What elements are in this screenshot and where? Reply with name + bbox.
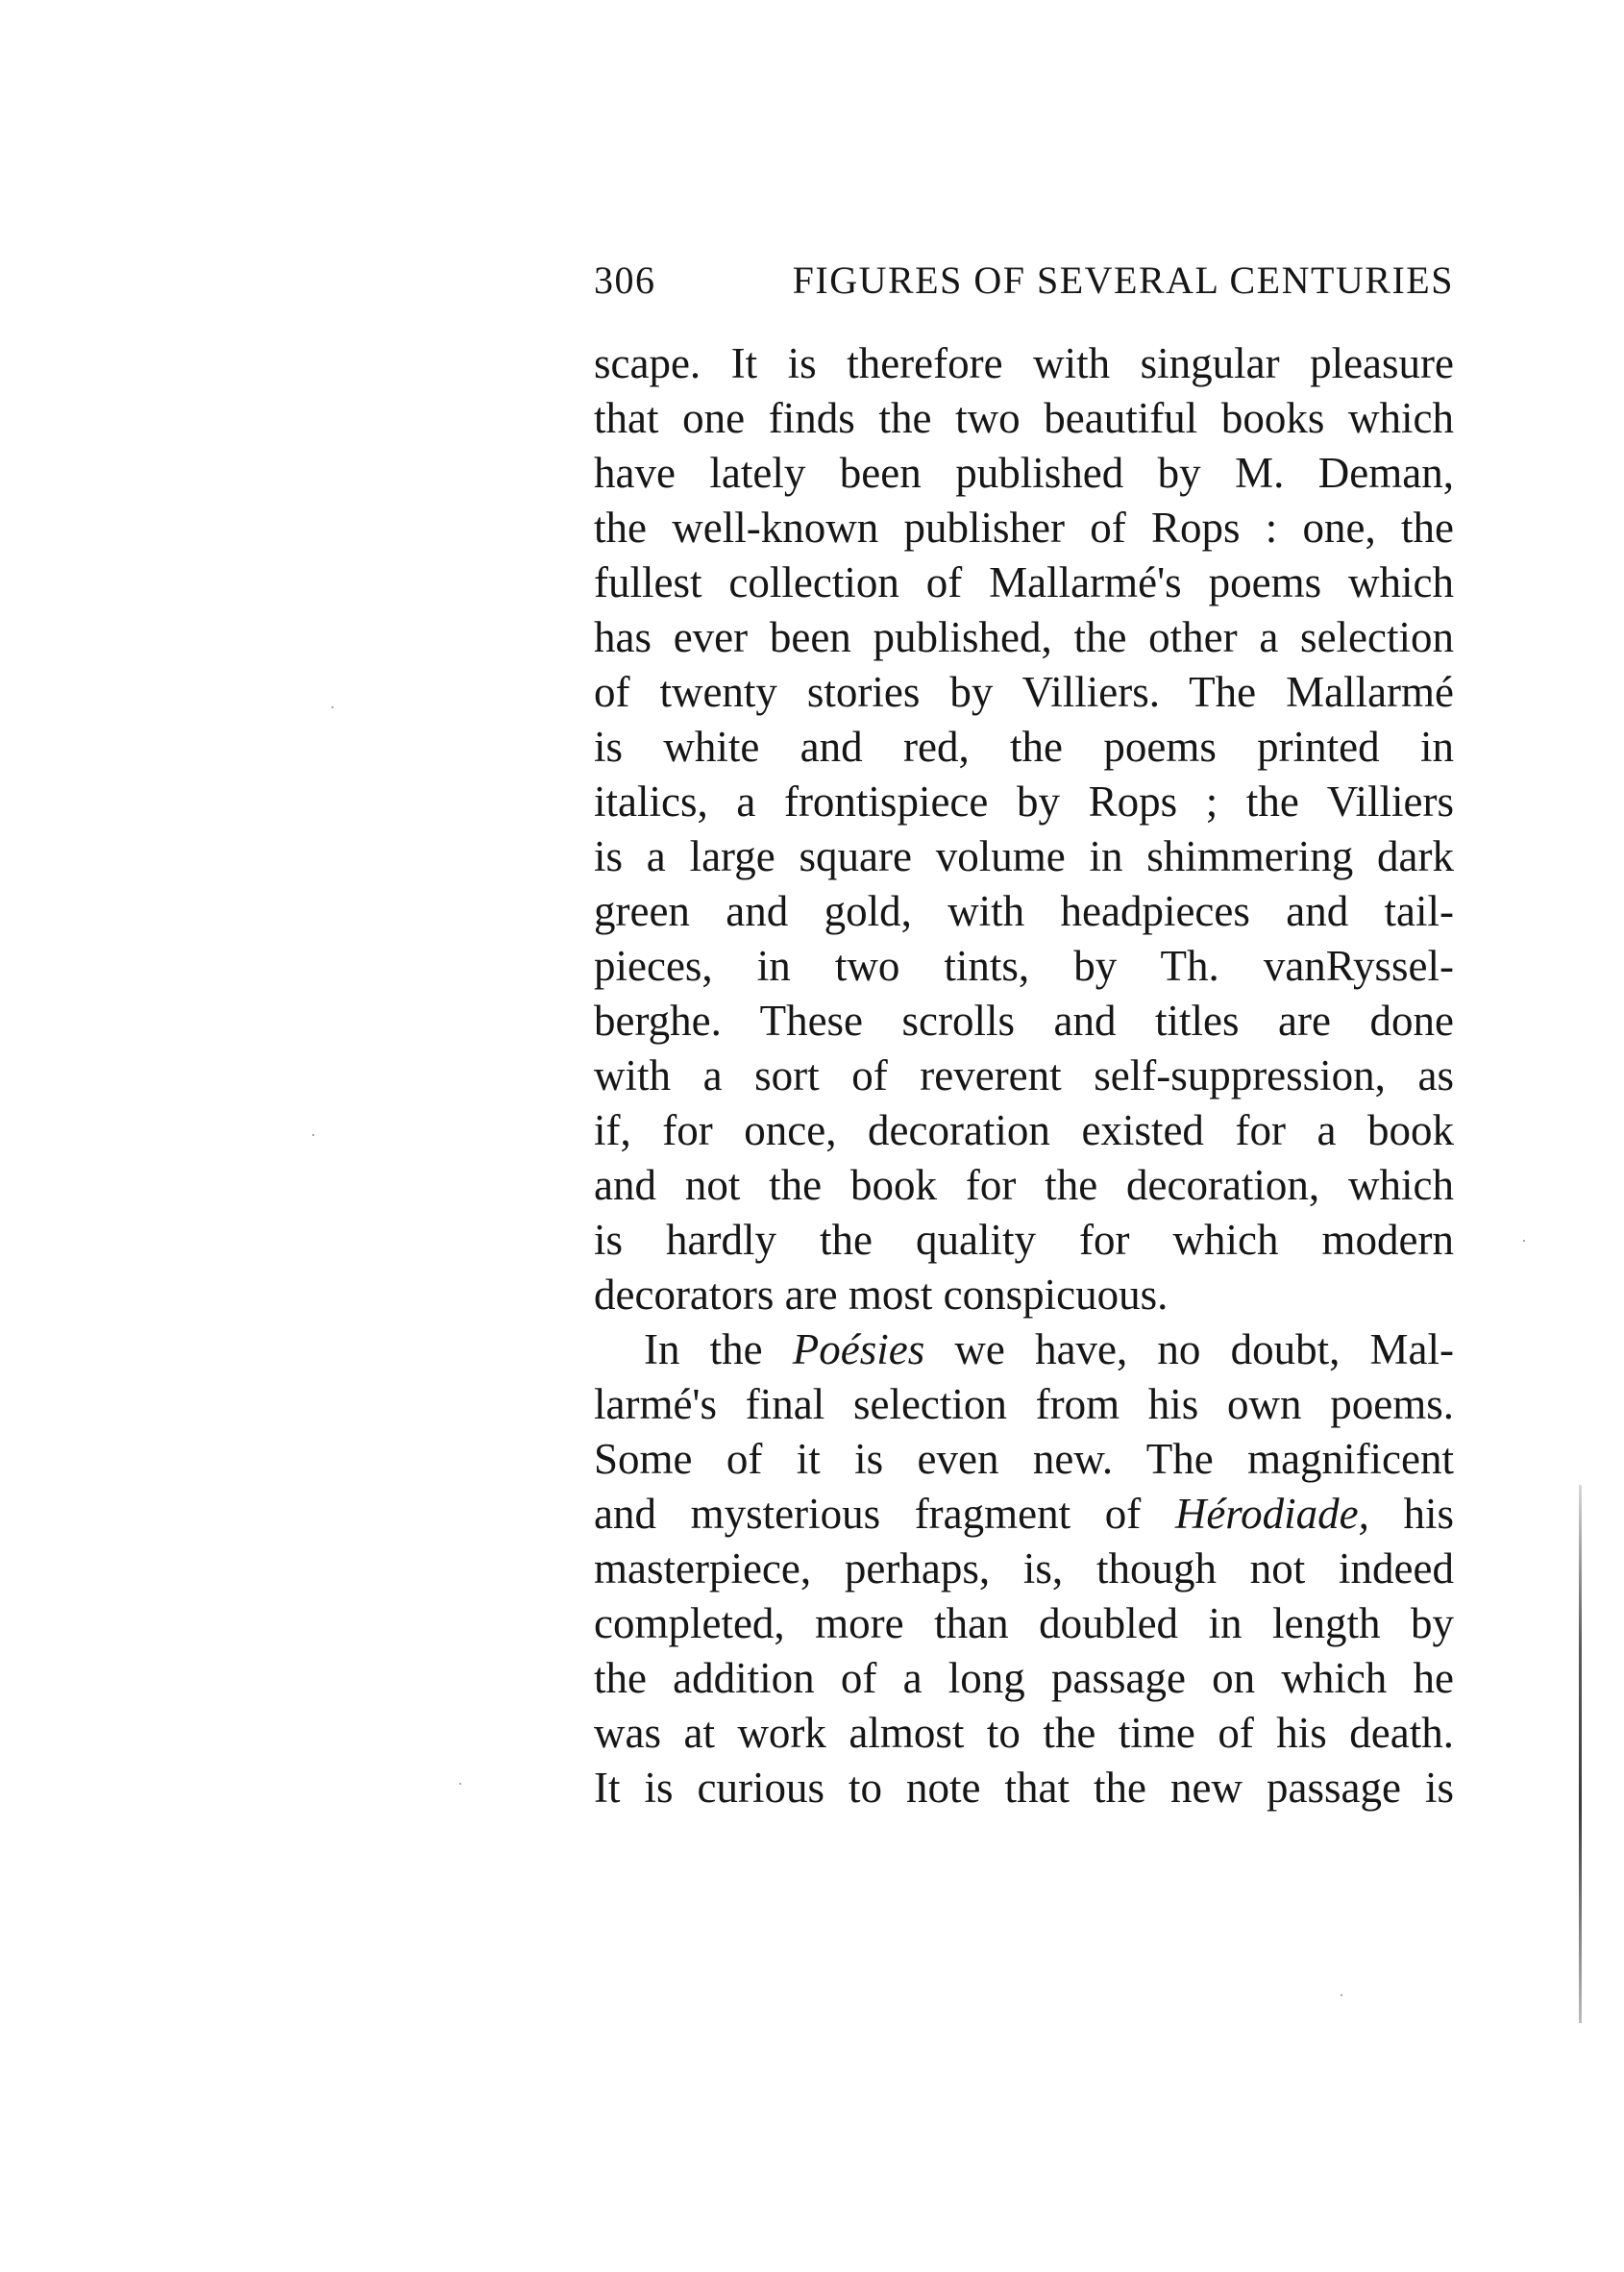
italic-title-herodiade: Hérodiade, bbox=[1174, 1490, 1369, 1538]
text-line: masterpiece, perhaps, is, though not indeed bbox=[594, 1544, 1454, 1593]
text-run: In the bbox=[644, 1325, 793, 1373]
text-line: larmé's final selection from his own poems. bbox=[594, 1380, 1454, 1428]
text-line: decorators are most conspicuous. bbox=[594, 1271, 1169, 1319]
text-line: with a sort of reverent self-suppression, as bbox=[594, 1051, 1454, 1099]
text-line: Some of it is even new. The magnificent bbox=[594, 1435, 1454, 1483]
text-line: italics, a frontispiece by Rops ; the Villiers bbox=[594, 778, 1454, 826]
paragraph-2-line-1 bbox=[594, 1322, 1454, 1377]
text-line: of twenty stories by Villiers. The Mallarmé bbox=[594, 668, 1454, 716]
text-line: is hardly the quality for which modern bbox=[594, 1216, 1454, 1264]
running-title: FIGURES OF SEVERAL CENTURIES bbox=[792, 259, 1454, 302]
text-run: we have, no doubt, Mal- bbox=[924, 1325, 1454, 1373]
text-line: the addition of a long passage on which he bbox=[594, 1654, 1454, 1702]
page-number: 306 bbox=[594, 259, 656, 302]
text-line: have lately been published by M. Deman, bbox=[594, 449, 1454, 497]
text-line: It is curious to note that the new passage is bbox=[594, 1764, 1454, 1812]
text-line: pieces, in two tints, by Th. vanRyssel- bbox=[594, 942, 1454, 990]
text-line: completed, more than doubled in length by bbox=[594, 1599, 1454, 1647]
paragraph-2-line-4 bbox=[594, 1487, 1454, 1542]
text-line: that one finds the two beautiful books which bbox=[594, 394, 1454, 442]
text-line: if, for once, decoration existed for a book bbox=[594, 1106, 1454, 1154]
scan-edge-shadow bbox=[1579, 1485, 1582, 2023]
scan-speck bbox=[459, 1783, 461, 1785]
text-line: is a large square volume in shimmering dark bbox=[594, 832, 1454, 880]
body-text bbox=[594, 336, 1454, 1815]
scan-speck bbox=[332, 706, 333, 708]
scan-speck bbox=[1523, 1240, 1525, 1242]
text-run: his bbox=[1368, 1490, 1455, 1538]
text-line: is white and red, the poems printed in bbox=[594, 723, 1454, 771]
text-line: has ever been published, the other a selection bbox=[594, 613, 1454, 661]
scan-speck bbox=[1341, 1994, 1342, 1996]
text-line: was at work almost to the time of his death. bbox=[594, 1709, 1454, 1757]
text-run: and mysterious fragment of bbox=[594, 1490, 1175, 1538]
text-line: green and gold, with headpieces and tail- bbox=[594, 887, 1454, 935]
text-line: and not the book for the decoration, which bbox=[594, 1161, 1454, 1209]
text-line: scape. It is therefore with singular pleasure bbox=[594, 339, 1454, 387]
text-line: the well-known publisher of Rops : one, the bbox=[594, 504, 1454, 552]
scan-speck bbox=[312, 1134, 314, 1136]
text-line: berghe. These scrolls and titles are done bbox=[594, 997, 1454, 1045]
text-line: fullest collection of Mallarmé's poems which bbox=[594, 558, 1454, 606]
italic-title-poesies: Poésies bbox=[792, 1325, 925, 1373]
running-header bbox=[594, 258, 1454, 303]
